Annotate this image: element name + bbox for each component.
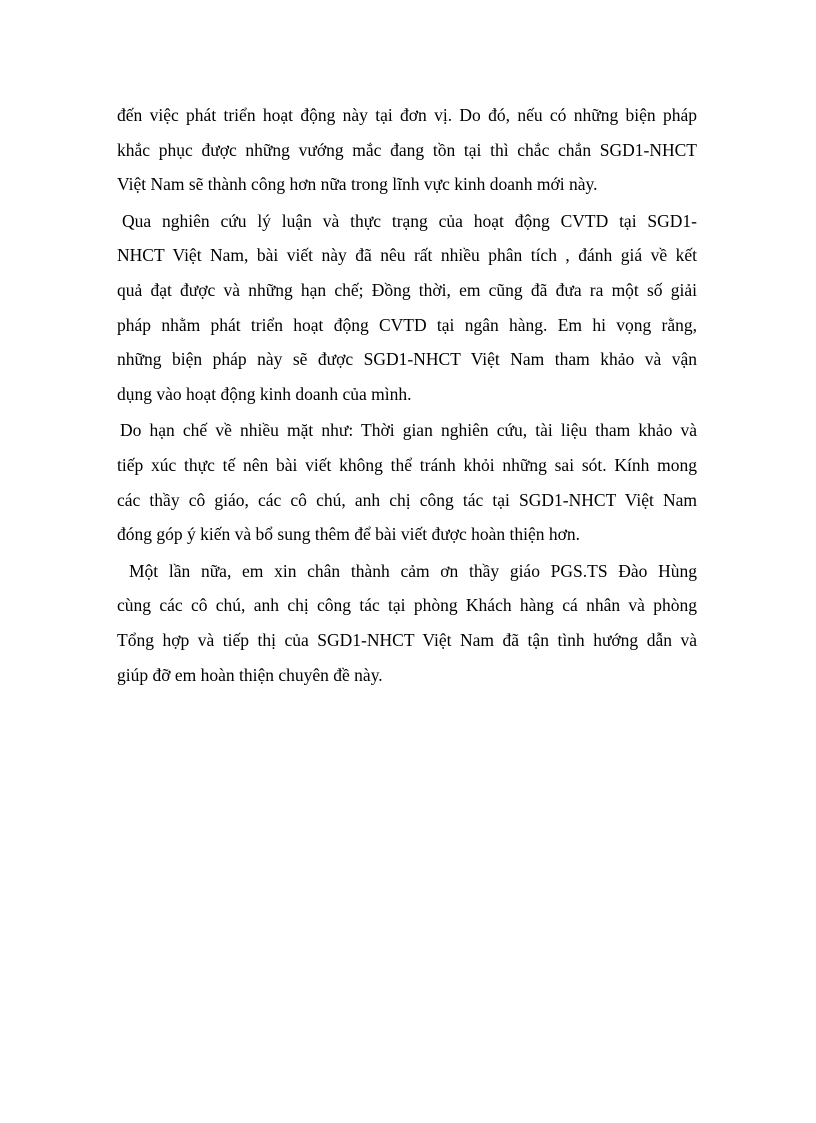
text-line: các thầy cô giáo, các cô chú, anh chị công tác tại SGD1-NHCT Việt Nam xyxy=(117,489,697,510)
document-body xyxy=(117,98,697,692)
text-line: giúp đỡ em hoàn thiện chuyên đề này. xyxy=(117,664,383,685)
text-line: dụng vào hoạt động kinh doanh của mình. xyxy=(117,383,412,404)
paragraph-3 xyxy=(117,413,697,551)
text-line: những biện pháp này sẽ được SGD1-NHCT Việt Nam tham khảo và vận xyxy=(117,349,697,370)
text-line: pháp nhằm phát triển hoạt động CVTD tại ngân hàng. Em hi vọng rằng, xyxy=(117,314,697,335)
paragraph-1 xyxy=(117,98,697,202)
text-line: NHCT Việt Nam, bài viết này đã nêu rất nhiều phân tích , đánh giá về kết xyxy=(117,245,697,266)
text-line: Việt Nam sẽ thành công hơn nữa trong lĩnh vực kinh doanh mới này. xyxy=(117,174,598,195)
paragraph-4 xyxy=(117,554,697,692)
text-line: Một lần nữa, em xin chân thành cảm ơn thầy giáo PGS.TS Đào Hùng xyxy=(129,560,697,581)
text-line: Tổng hợp và tiếp thị của SGD1-NHCT Việt Nam đã tận tình hướng dẫn và xyxy=(117,629,697,650)
paragraph-2 xyxy=(117,204,697,412)
text-line: quả đạt được và những hạn chế; Đồng thời, em cũng đã đưa ra một số giải xyxy=(117,279,697,300)
text-line: đóng góp ý kiến và bổ sung thêm để bài viết được hoàn thiện hơn. xyxy=(117,524,580,545)
text-line: cùng các cô chú, anh chị công tác tại phòng Khách hàng cá nhân và phòng xyxy=(117,595,697,616)
text-line: tiếp xúc thực tế nên bài viết không thể tránh khỏi những sai sót. Kính mong xyxy=(117,454,697,475)
text-line: Do hạn chế về nhiều mặt như: Thời gian nghiên cứu, tài liệu tham khảo và xyxy=(120,420,697,441)
text-line: đến việc phát triển hoạt động này tại đơn vị. Do đó, nếu có những biện pháp xyxy=(117,105,697,125)
text-line: Qua nghiên cứu lý luận và thực trạng của hoạt động CVTD tại SGD1- xyxy=(122,210,697,231)
text-line: khắc phục được những vướng mắc đang tồn tại thì chắc chắn SGD1-NHCT xyxy=(117,139,697,160)
